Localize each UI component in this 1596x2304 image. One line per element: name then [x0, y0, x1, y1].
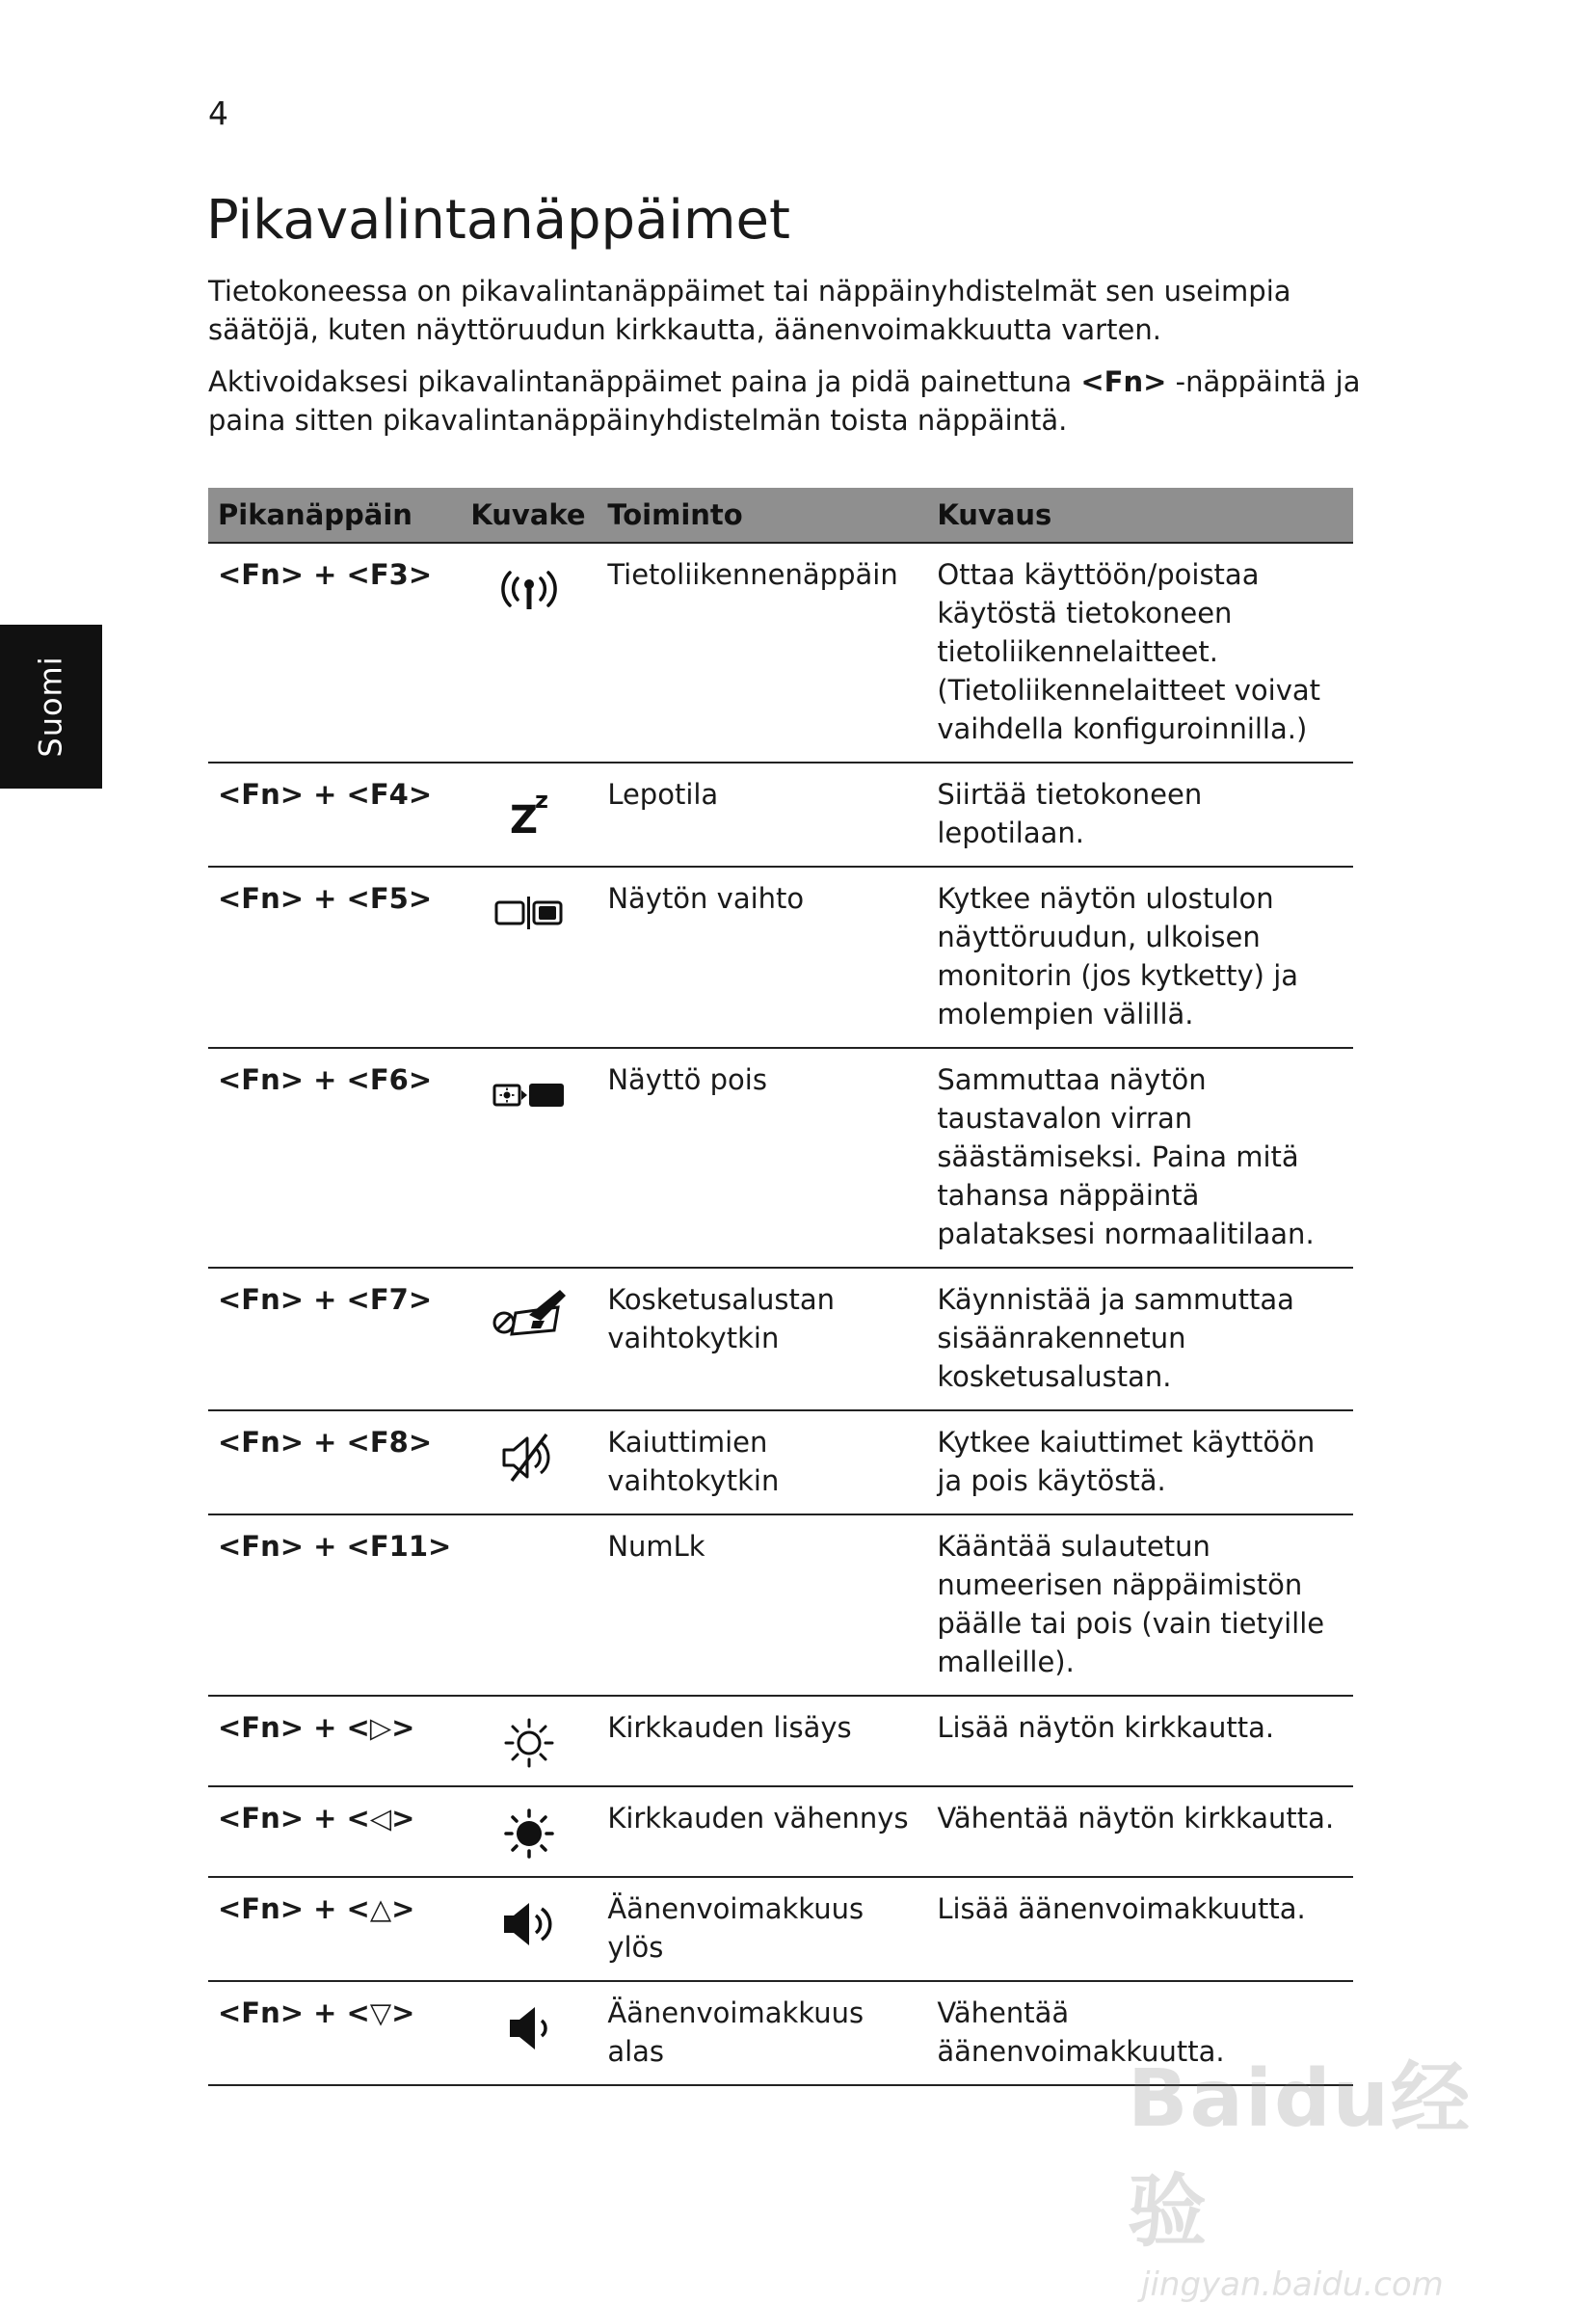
table-row	[208, 543, 1353, 763]
display-toggle-icon	[461, 867, 598, 1048]
description-cell: Kääntää sulautetun numeerisen näppäimistön päälle tai pois (vain tietyille malleille).	[927, 1514, 1353, 1696]
hotkey-table-header-row	[208, 488, 1353, 543]
table-row	[208, 763, 1353, 867]
function-cell: Kaiuttimien vaihtokytkin	[598, 1410, 927, 1514]
description-cell: Vähentää näytön kirkkautta.	[927, 1786, 1353, 1877]
hotkey-cell: <Fn> + <F6>	[208, 1048, 461, 1268]
intro-paragraph-1: Tietokoneessa on pikavalintanäppäimet tai näppäinyhdistelmät sen useimpia säätöjä, kuten näyttöruudun kirkkautta, äänenvoimakkuutta varten.	[208, 275, 1291, 346]
function-cell: Kirkkauden vähennys	[598, 1786, 927, 1877]
header-description: Kuvaus	[927, 488, 1353, 543]
hotkey-cell: <Fn> + <F7>	[208, 1268, 461, 1410]
table-row	[208, 1786, 1353, 1877]
language-side-tab-label: Suomi	[32, 656, 69, 758]
table-row	[208, 1268, 1353, 1410]
table-row	[208, 1696, 1353, 1786]
brightness-down-icon	[461, 1786, 598, 1877]
description-cell: Käynnistää ja sammuttaa sisäänrakennetun kosketusalustan.	[927, 1268, 1353, 1410]
watermark-logo: Baidu经验	[1128, 2053, 1473, 2258]
volume-up-icon	[461, 1877, 598, 1981]
header-hotkey: Pikanäppäin	[208, 488, 461, 543]
header-icon: Kuvake	[461, 488, 598, 543]
table-row	[208, 1048, 1353, 1268]
volume-down-icon	[461, 1981, 598, 2085]
description-cell: Lisää äänenvoimakkuutta.	[927, 1877, 1353, 1981]
hotkey-cell: <Fn> + <F4>	[208, 763, 461, 867]
hotkey-cell: <Fn> + <F5>	[208, 867, 461, 1048]
description-cell: Kytkee näytön ulostulon näyttöruudun, ulkoisen monitorin (jos kytketty) ja molempien välillä.	[927, 867, 1353, 1048]
description-cell: Kytkee kaiuttimet käyttöön ja pois käytöstä.	[927, 1410, 1353, 1514]
display-off-icon	[461, 1048, 598, 1268]
svg-text:Z: Z	[510, 798, 539, 839]
speaker-mute-icon	[461, 1410, 598, 1514]
hotkey-cell: <Fn> + <F3>	[208, 543, 461, 763]
hotkey-table-body	[208, 543, 1353, 2085]
intro-paragraph-2	[208, 362, 1374, 440]
wireless-icon	[461, 543, 598, 763]
hotkey-cell: <Fn> + <F8>	[208, 1410, 461, 1514]
fn-key-label: <Fn>	[1080, 365, 1167, 398]
sleep-icon	[461, 763, 598, 867]
hotkey-cell: <Fn> + <▽>	[208, 1981, 461, 2085]
table-row	[208, 1410, 1353, 1514]
hotkey-cell: <Fn> + <F11>	[208, 1514, 461, 1696]
intro-2-text-post: -näppäintä ja paina sitten pikavalintanäppäinyhdistelmän toista näppäintä.	[208, 365, 1361, 437]
description-cell: Vähentää äänenvoimakkuutta.	[927, 1981, 1353, 2085]
description-cell: Lisää näytön kirkkautta.	[927, 1696, 1353, 1786]
table-row	[208, 1514, 1353, 1696]
hotkey-cell: <Fn> + <◁>	[208, 1786, 461, 1877]
function-cell: Tietoliikennenäppäin	[598, 543, 927, 763]
brightness-up-icon	[461, 1696, 598, 1786]
description-cell: Sammuttaa näytön taustavalon virran säästämiseksi. Paina mitä tahansa näppäintä palataksesi normaalitilaan.	[927, 1048, 1353, 1268]
header-function: Toiminto	[598, 488, 927, 543]
description-cell: Ottaa käyttöön/poistaa käytöstä tietokoneen tietoliikennelaitteet. (Tietoliikennelaitteet voivat vaihdella konfiguroinnilla.)	[927, 543, 1353, 763]
function-cell: Lepotila	[598, 763, 927, 867]
intro-2-text-pre: Aktivoidaksesi pikavalintanäppäimet paina ja pidä painettuna	[208, 365, 1081, 398]
hotkey-cell: <Fn> + <△>	[208, 1877, 461, 1981]
function-cell: NumLk	[598, 1514, 927, 1696]
touchpad-toggle-icon	[461, 1268, 598, 1410]
description-cell: Siirtää tietokoneen lepotilaan.	[927, 763, 1353, 867]
function-cell: Näytön vaihto	[598, 867, 927, 1048]
table-row	[208, 1877, 1353, 1981]
page-number: 4	[208, 94, 228, 132]
baidu-watermark	[1128, 2036, 1513, 2304]
function-cell: Kosketusalustan vaihtokytkin	[598, 1268, 927, 1410]
function-cell: Näyttö pois	[598, 1048, 927, 1268]
svg-text:z: z	[535, 787, 549, 814]
function-cell: Kirkkauden lisäys	[598, 1696, 927, 1786]
watermark-url: jingyan.baidu.com	[1141, 2265, 1444, 2304]
language-side-tab	[0, 625, 102, 789]
table-row	[208, 867, 1353, 1048]
empty-icon-cell	[461, 1514, 598, 1696]
function-cell: Äänenvoimakkuus alas	[598, 1981, 927, 2085]
hotkey-cell: <Fn> + <▷>	[208, 1696, 461, 1786]
function-cell: Äänenvoimakkuus ylös	[598, 1877, 927, 1981]
page-title: Pikavalintanäppäimet	[206, 189, 790, 252]
hotkey-table	[208, 488, 1353, 2086]
